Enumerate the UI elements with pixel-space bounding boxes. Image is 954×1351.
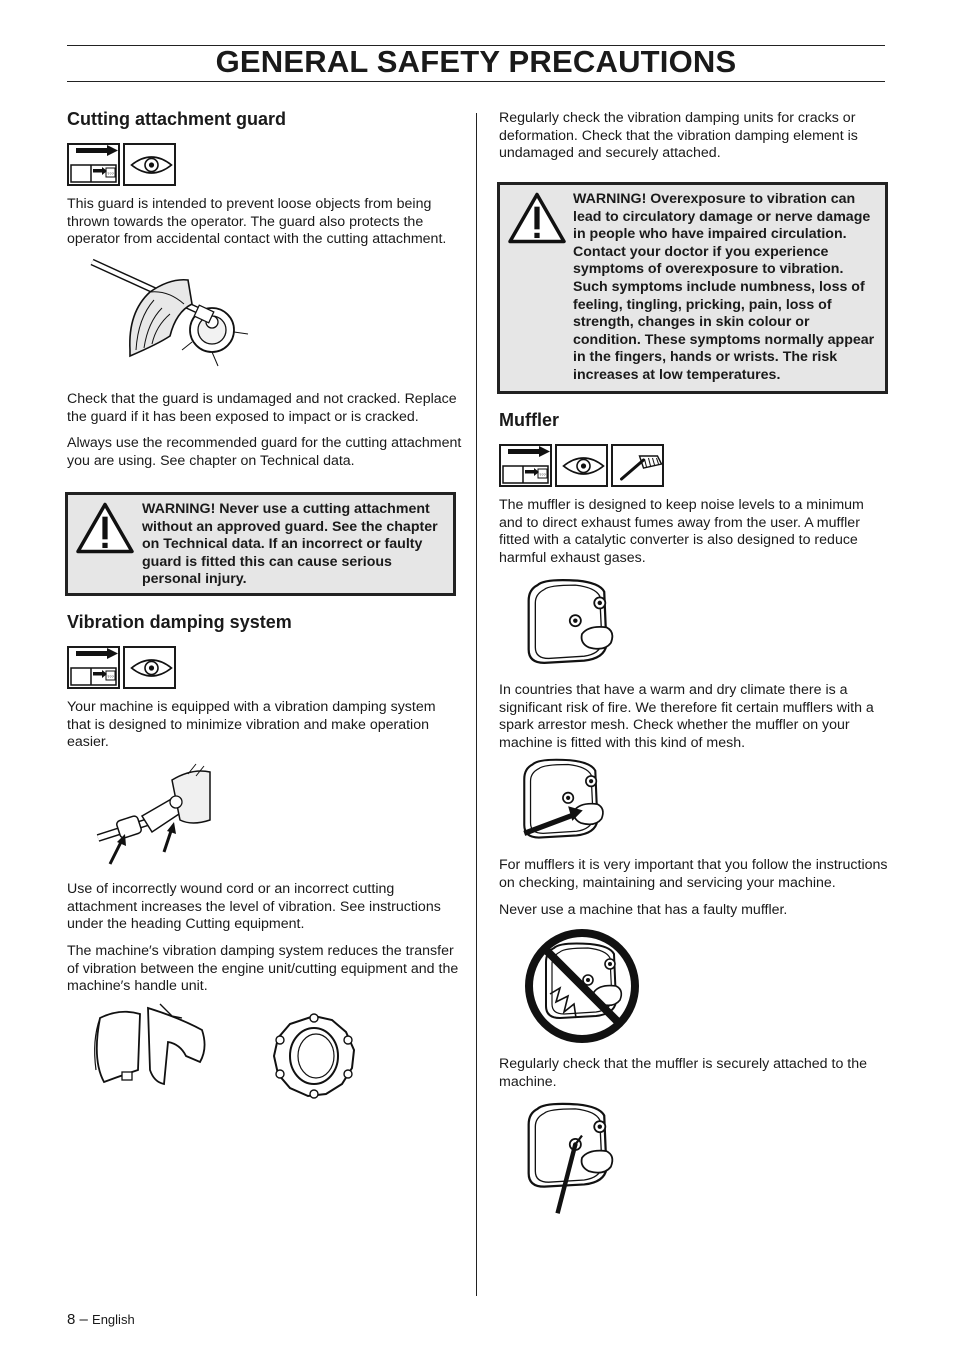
damper-ring-illustration <box>268 1010 360 1102</box>
vibration-warning-box <box>497 182 888 394</box>
vibration-warning-text: WARNING! Overexposure to vibration can lead to circulatory damage or nerve damage in people who have impaired circulation. Contact your doctor if you experience symptoms of overexposure to vibration. Such symptoms include numbness, loss of feeling, tingling, pricking, pain, loss of strength, changes in skin colour or condition. These symptoms normally appear in the fingers, hands or wrists. The risk increases at low temperatures. <box>573 191 875 383</box>
page-number: 8 <box>67 1311 76 1328</box>
inspect-eye-icon <box>123 646 176 689</box>
check-arrow-icon <box>67 646 120 689</box>
muffler-paragraph-4: Never use a machine that has a faulty muffler. <box>499 902 788 918</box>
faulty-muffler-prohibited-illustration <box>520 928 644 1046</box>
muffler-paragraph-5: Regularly check that the muffler is securely attached to the machine. <box>499 1056 868 1090</box>
section-heading-cutting-attachment-guard: Cutting attachment guard <box>67 109 286 129</box>
footer-dash: – <box>79 1311 88 1328</box>
muffler-paragraph-2: In countries that have a warm and dry climate there is a significant risk of fire. We therefore fit certain mufflers with a spark arrestor mesh. Check whether the muffler on your machine is fitted with this kind of mesh. <box>499 682 874 751</box>
warning-triangle-icon <box>76 501 134 555</box>
guard-symbol-row <box>67 143 176 186</box>
guard-paragraph-1: This guard is intended to prevent loose objects from being thrown towards the operator. The guard also protects the operator from accidental contact with the cutting attachment. <box>67 196 447 248</box>
muffler-paragraph-1: The muffler is designed to keep noise levels to a minimum and to direct exhaust fumes away from the user. A muffler fitted with a catalytic converter is also designed to reduce harmful exhaust gases. <box>499 497 864 566</box>
damper-elements-illustration <box>90 1000 210 1090</box>
inspect-eye-icon <box>123 143 176 186</box>
guard-warning-box <box>65 492 456 596</box>
vibration-damper-illustration <box>92 760 217 870</box>
column-divider <box>476 113 477 1296</box>
muffler-attachment-check-illustration <box>522 1102 622 1218</box>
spark-arrestor-illustration <box>518 757 612 845</box>
title-underline <box>67 81 885 82</box>
inspect-eye-icon <box>555 444 608 487</box>
muffler-paragraph-3: For mufflers it is very important that you follow the instructions on checking, maintaining and servicing your machine. <box>499 857 888 891</box>
guard-paragraph-2: Check that the guard is undamaged and not cracked. Replace the guard if it has been exposed to impact or is cracked. <box>67 391 457 425</box>
vibration-check-paragraph: Regularly check the vibration damping units for cracks or deformation. Check that the vibration damping element is undamaged and securely attached. <box>499 110 858 162</box>
muffler-symbol-row <box>499 444 664 487</box>
vibration-paragraph-1: Your machine is equipped with a vibration damping system that is designed to minimize vibration and make operation easier. <box>67 699 436 751</box>
section-heading-vibration-damping: Vibration damping system <box>67 612 292 632</box>
check-arrow-icon <box>499 444 552 487</box>
trimmer-guard-illustration <box>88 252 253 380</box>
cleaning-brush-icon <box>611 444 664 487</box>
section-heading-muffler: Muffler <box>499 410 559 430</box>
page-footer <box>67 1311 135 1328</box>
vibration-paragraph-3: The machine′s vibration damping system reduces the transfer of vibration between the engine unit/cutting equipment and the machine′s handle unit. <box>67 943 459 995</box>
vibration-paragraph-2: Use of incorrectly wound cord or an incorrect cutting attachment increases the level of vibration. See instructions under the heading Cutting equipment. <box>67 881 441 933</box>
guard-paragraph-3: Always use the recommended guard for the cutting attachment you are using. See chapter on Technical data. <box>67 435 462 469</box>
guard-warning-text: WARNING! Never use a cutting attachment without an approved guard. See the chapter on Technical data. If an incorrect or faulty guard is fitted this can cause serious personal injury. <box>142 501 438 588</box>
check-arrow-icon <box>67 143 120 186</box>
page-title: GENERAL SAFETY PRECAUTIONS <box>215 44 737 79</box>
warning-triangle-icon <box>508 191 566 245</box>
footer-language: English <box>92 1312 135 1327</box>
muffler-illustration <box>522 577 622 671</box>
vibration-symbol-row <box>67 646 176 689</box>
